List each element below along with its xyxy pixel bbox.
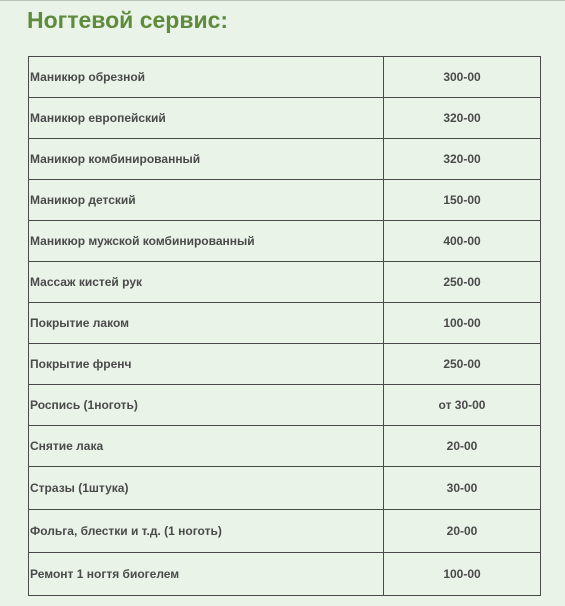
- service-price: 250-00: [384, 344, 541, 385]
- service-name: Маникюр детский: [29, 180, 384, 221]
- service-price: 100-00: [384, 553, 541, 596]
- table-row: [29, 344, 541, 385]
- table-row: [29, 426, 541, 467]
- service-name: Снятие лака: [29, 426, 384, 467]
- table-row: [29, 98, 541, 139]
- table-row: [29, 467, 541, 510]
- service-name: Ремонт 1 ногтя биогелем: [29, 553, 384, 596]
- service-price: 20-00: [384, 426, 541, 467]
- price-table: [28, 56, 541, 596]
- table-row: [29, 180, 541, 221]
- service-price: 100-00: [384, 303, 541, 344]
- table-row: [29, 57, 541, 98]
- service-price: 30-00: [384, 467, 541, 510]
- service-name: Маникюр комбинированный: [29, 139, 384, 180]
- service-price: 20-00: [384, 510, 541, 553]
- table-row: [29, 139, 541, 180]
- table-row: [29, 510, 541, 553]
- table-row: [29, 262, 541, 303]
- service-name: Роспись (1ноготь): [29, 385, 384, 426]
- table-row: [29, 221, 541, 262]
- page-title: Ногтевой сервис:: [27, 7, 229, 33]
- service-price: от 30-00: [384, 385, 541, 426]
- table-row: [29, 303, 541, 344]
- service-name: Массаж кистей рук: [29, 262, 384, 303]
- service-name: Стразы (1штука): [29, 467, 384, 510]
- service-price: 150-00: [384, 180, 541, 221]
- service-price: 400-00: [384, 221, 541, 262]
- service-price: 320-00: [384, 139, 541, 180]
- table-row: [29, 553, 541, 596]
- service-price: 250-00: [384, 262, 541, 303]
- service-price: 300-00: [384, 57, 541, 98]
- table-row: [29, 385, 541, 426]
- service-price: 320-00: [384, 98, 541, 139]
- service-name: Маникюр европейский: [29, 98, 384, 139]
- service-name: Маникюр обрезной: [29, 57, 384, 98]
- service-name: Покрытие френч: [29, 344, 384, 385]
- service-name: Фольга, блестки и т.д. (1 ноготь): [29, 510, 384, 553]
- service-name: Покрытие лаком: [29, 303, 384, 344]
- service-name: Маникюр мужской комбинированный: [29, 221, 384, 262]
